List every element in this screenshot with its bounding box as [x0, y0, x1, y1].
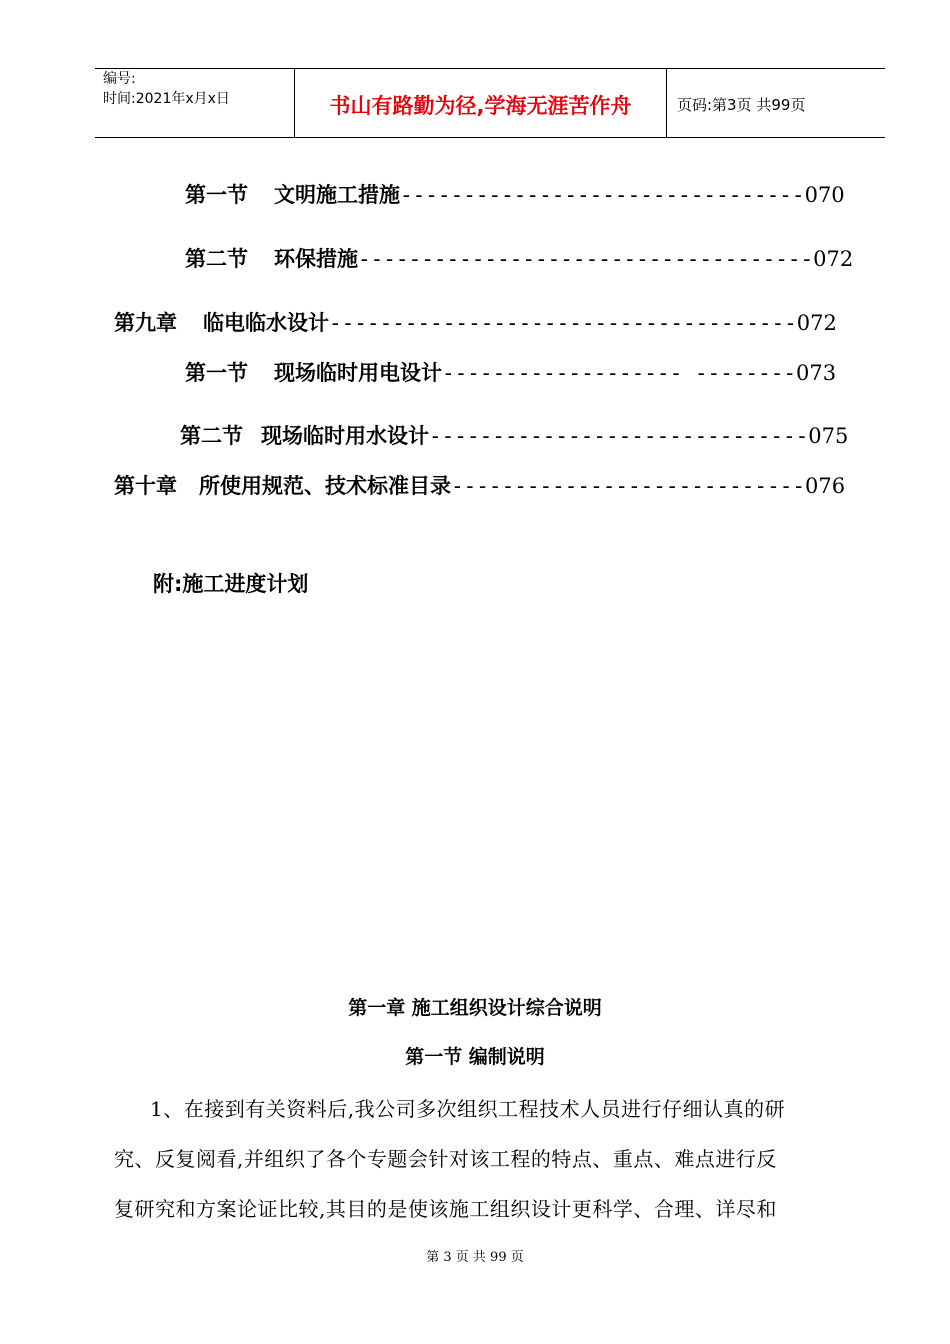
serial-number-label: 编号:: [103, 71, 136, 87]
toc-leader: ----------------------------: [451, 474, 806, 498]
toc-entry: [114, 470, 845, 500]
page-footer: 第 3 页 共 99 页: [426, 1250, 524, 1265]
toc-leader: ------------------------------------: [358, 247, 814, 271]
header-meta-cell: [95, 69, 295, 137]
body-text-line: 究、反复阅看,并组织了各个专题会针对该工程的特点、重点、难点进行反: [114, 1147, 777, 1171]
toc-title: 现场临时用水设计: [261, 424, 429, 448]
body-text-line: 1、在接到有关资料后,我公司多次组织工程技术人员进行仔细认真的研: [150, 1097, 786, 1121]
toc-entry: [180, 420, 848, 450]
toc-title: 所使用规范、技术标准目录: [199, 474, 451, 498]
toc-label: 第十章: [114, 474, 177, 498]
header-motto: 书山有路勤为径,学海无涯苦作舟: [329, 94, 632, 118]
toc-entry: [185, 243, 853, 273]
toc-page: 070: [804, 183, 845, 207]
toc-page: 073: [796, 361, 837, 385]
section-title: 第一节 编制说明: [405, 1046, 545, 1068]
toc-page: 075: [808, 424, 849, 448]
time-label: 时间:2021年x月x日: [103, 91, 230, 107]
toc-title: 文明施工措施: [274, 183, 400, 207]
toc-title: 现场临时用电设计: [274, 361, 442, 385]
toc-entry: [185, 357, 836, 387]
header-motto-cell: [295, 69, 667, 137]
page-header: [95, 68, 885, 138]
toc-page: 076: [805, 474, 846, 498]
appendix-heading: 附:施工进度计划: [153, 572, 309, 596]
toc-leader: ------------------- --------: [442, 361, 797, 385]
toc-page: 072: [796, 311, 837, 335]
toc-label: 第九章: [114, 311, 177, 335]
toc-page: 072: [813, 247, 854, 271]
toc-title: 环保措施: [274, 247, 358, 271]
toc-leader: ------------------------------: [429, 424, 809, 448]
chapter-title: 第一章 施工组织设计综合说明: [348, 997, 602, 1019]
toc-entry: [185, 179, 845, 209]
toc-label: 第一节: [185, 361, 248, 385]
toc-label: 第二节: [180, 424, 243, 448]
toc-label: 第一节: [185, 183, 248, 207]
toc-leader: -------------------------------------: [329, 311, 797, 335]
toc-title: 临电临水设计: [203, 311, 329, 335]
header-page-cell: [667, 69, 885, 137]
toc-entry: [114, 307, 837, 337]
toc-label: 第二节: [185, 247, 248, 271]
body-text-line: 复研究和方案论证比较,其目的是使该施工组织设计更科学、合理、详尽和: [114, 1197, 777, 1221]
header-page-info: 页码:第3页 共99页: [677, 96, 806, 114]
toc-leader: --------------------------------: [400, 183, 805, 207]
